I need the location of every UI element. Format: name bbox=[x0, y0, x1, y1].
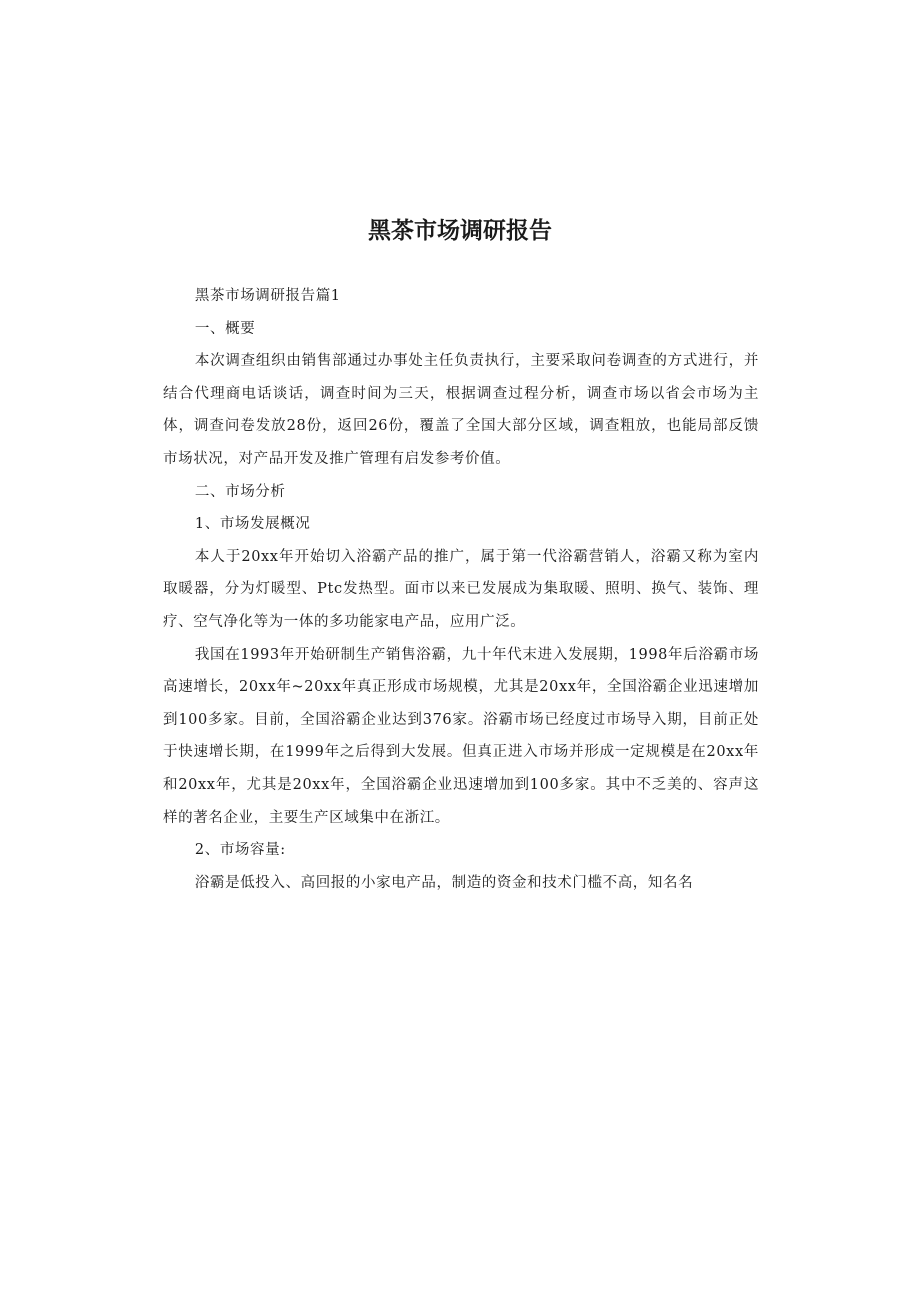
document-body bbox=[163, 280, 759, 899]
paragraph-market-development: 本人于20xx年开始切入浴霸产品的推广，属于第一代浴霸营销人，浴霸又称为室内取暖器，分为灯暖型、Ptc发热型。面市以来已发展成为集取暖、照明、换气、装饰、理疗、空气净化等为一体的多功能家电产品，应用广泛。 bbox=[163, 548, 759, 630]
section-heading-overview: 一、概要 bbox=[194, 320, 256, 337]
paragraph-market-history: 我国在1993年开始研制生产销售浴霸，九十年代末进入发展期，1998年后浴霸市场高速增长，20xx年~20xx年真正形成市场规模，尤其是20xx年，全国浴霸企业迅速增加到100多家。目前，全国浴霸企业达到376家。浴霸市场已经度过市场导入期，目前正处于快速增长期，在1999年之后得到大发展。但真正进入市场并形成一定规模是在20xx年和20xx年，尤其是20xx年，全国浴霸企业迅速增加到100多家。其中不乏美的、容声这样的著名企业，主要生产区域集中在浙江。 bbox=[163, 646, 759, 826]
section-heading-market-development: 1、市场发展概况 bbox=[194, 516, 311, 533]
section-heading-market-analysis: 二、市场分析 bbox=[194, 483, 286, 500]
document-title: 黑茶市场调研报告 bbox=[368, 218, 552, 244]
report-subtitle: 黑茶市场调研报告篇1 bbox=[194, 288, 341, 304]
paragraph-overview: 本次调查组织由销售部通过办事处主任负责执行，主要采取问卷调查的方式进行，并结合代理商电话谈话，调查时间为三天，根据调查过程分析，调查市场以省会市场为主体，调查问卷发放28份，返回26份，覆盖了全国大部分区域，调查粗放，也能局部反馈市场状况，对产品开发及推广管理有启发参考价值。 bbox=[163, 353, 759, 467]
section-heading-market-capacity: 2、市场容量: bbox=[194, 842, 286, 859]
paragraph-market-capacity: 浴霸是低投入、高回报的小家电产品，制造的资金和技术门槛不高，知名名 bbox=[194, 874, 694, 891]
